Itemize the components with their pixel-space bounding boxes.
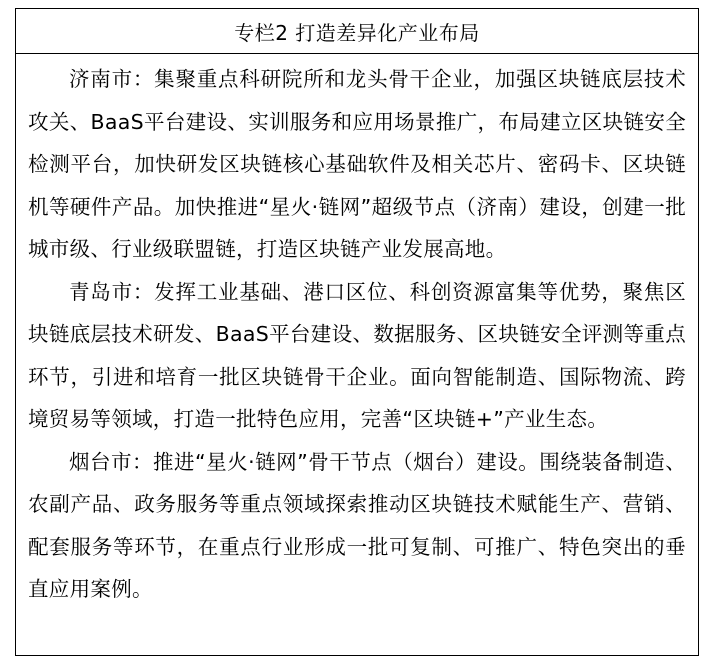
paragraph-qingdao: 青岛市：发挥工业基础、港口区位、科创资源富集等优势，聚焦区块链底层技术研发、BaaS平台建设、数据服务、区块链安全评测等重点环节，引进和培育一批区块链骨干企业。面向智能制造、国际物流、跨境贸易等领域，打造一批特色应用，完善“区块链+”产业生态。 [28, 279, 686, 431]
paragraph-jinan: 济南市：集聚重点科研院所和龙头骨干企业，加强区块链底层技术攻关、BaaS平台建设、实训服务和应用场景推广，布局建立区块链安全检测平台，加快研发区块链核心基础软件及相关芯片、密码卡、区块链机等硬件产品。加快推进“星火·链网”超级节点（济南）建设，创建一批城市级、行业级联盟链，打造区块链产业发展高地。 [28, 67, 686, 261]
paragraph-yantai: 烟台市：推进“星火·链网”骨干节点（烟台）建设。围绕装备制造、农副产品、政务服务等重点领域探索推动区块链技术赋能生产、营销、配套服务等环节，在重点行业形成一批可复制、可推广、特色突出的垂直应用案例。 [28, 449, 686, 601]
column-box [15, 8, 699, 656]
column-body [16, 54, 698, 611]
column-title: 专栏2 打造差异化产业布局 [16, 9, 698, 54]
